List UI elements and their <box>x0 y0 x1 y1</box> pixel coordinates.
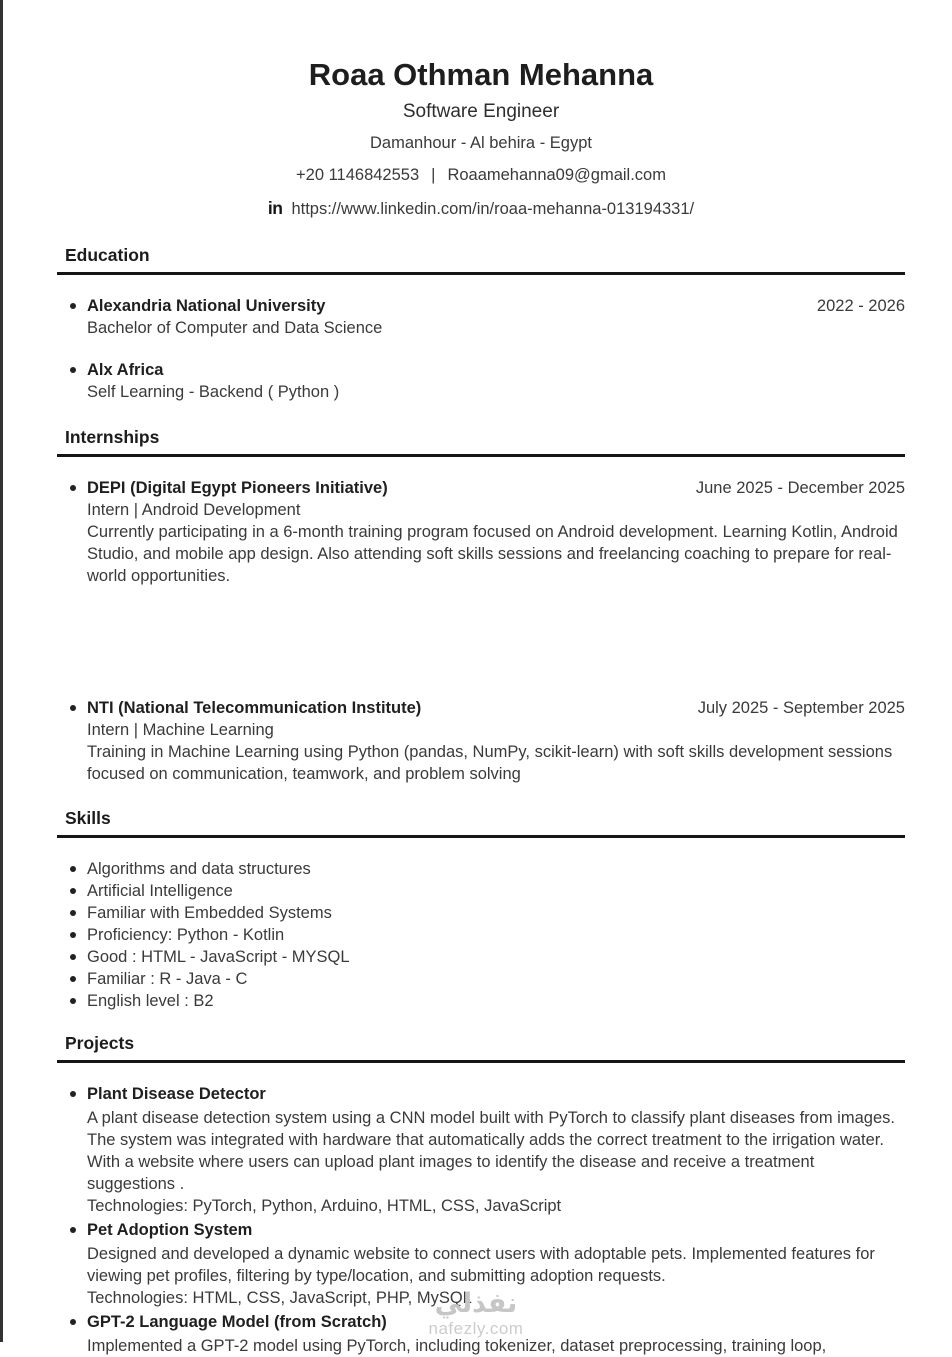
linkedin-url: https://www.linkedin.com/in/roaa-mehanna-013194331/ <box>291 200 695 218</box>
education-title: Alx Africa <box>87 361 164 379</box>
job-title: Software Engineer <box>402 101 560 122</box>
project-technologies: Technologies: PyTorch, Python, Arduino, HTML, CSS, JavaScript <box>87 1197 562 1215</box>
project-description: Implemented a GPT-2 model using PyTorch, including tokenizer, dataset preprocessing, training loop, <box>87 1337 827 1355</box>
project-technologies: Technologies: HTML, CSS, JavaScript, PHP, MySQL <box>87 1289 472 1307</box>
internship-date: June 2025 - December 2025 <box>695 479 905 497</box>
internship-date: July 2025 - September 2025 <box>697 699 905 717</box>
watermark-site-url: nafezly.com <box>428 1319 524 1338</box>
internship-role: Intern | Machine Learning <box>87 721 274 739</box>
page-left-border <box>0 0 3 1342</box>
section-heading-education: Education <box>57 245 905 275</box>
skill-item: Familiar with Embedded Systems <box>57 902 905 924</box>
internship-item <box>57 697 905 785</box>
section-internships <box>57 427 905 785</box>
skill-item: Algorithms and data structures <box>57 858 905 880</box>
project-list <box>57 1083 905 1357</box>
internship-description: Training in Machine Learning using Python (pandas, NumPy, scikit-learn) with soft skills development sessions focused on communication, teamwork, and problem solving <box>87 743 893 783</box>
section-heading-projects: Projects <box>57 1033 905 1063</box>
skill-item: Artificial Intelligence <box>57 880 905 902</box>
education-date: 2022 - 2026 <box>816 297 905 315</box>
location-line: Damanhour - Al behira - Egypt <box>370 134 592 152</box>
skill-item: Good : HTML - JavaScript - MYSQL <box>57 946 905 968</box>
internship-title: DEPI (Digital Egypt Pioneers Initiative) <box>87 479 388 497</box>
contact-separator: | <box>431 166 436 184</box>
watermark-logo: نفذلي <box>434 1288 518 1319</box>
project-description: Designed and developed a dynamic website to connect users with adoptable pets. Implemented features for viewing pet profiles, filtering by type/location, and submitting adoption requests. <box>87 1245 875 1285</box>
skill-item: Familiar : R - Java - C <box>57 968 905 990</box>
section-education <box>57 245 905 403</box>
education-item <box>57 295 905 339</box>
section-skills <box>57 808 905 1012</box>
internship-list <box>57 477 905 785</box>
project-item <box>57 1311 905 1357</box>
education-subtitle: Bachelor of Computer and Data Science <box>87 319 383 337</box>
project-title: Plant Disease Detector <box>87 1085 266 1103</box>
linkedin-icon: in <box>267 198 283 218</box>
education-list <box>57 295 905 403</box>
email-address: Roaamehanna09@gmail.com <box>447 166 666 184</box>
project-item <box>57 1083 905 1217</box>
section-projects <box>57 1033 905 1357</box>
resume-header <box>57 56 905 220</box>
internship-role: Intern | Android Development <box>87 501 301 519</box>
project-description: A plant disease detection system using a CNN model built with PyTorch to classify plant diseases from images. The system was integrated with hardware that automatically adds the correct treatment to the irrigation water. With a website where users can upload plant images to identify the disease and receive a treatment suggestions . <box>87 1109 895 1193</box>
contact-line <box>57 165 905 186</box>
internship-title: NTI (National Telecommunication Institute) <box>87 699 422 717</box>
internship-item <box>57 477 905 587</box>
phone-number: +20 1146842553 <box>296 166 420 184</box>
education-subtitle: Self Learning - Backend ( Python ) <box>87 383 340 401</box>
skill-item: English level : B2 <box>57 990 905 1012</box>
internship-description: Currently participating in a 6-month training program focused on Android development. Learning Kotlin, Android Studio, and mobile app design. Also attending soft skills sessions and freelancing coaching to prepare for real-world opportunities. <box>87 523 898 585</box>
skill-list <box>57 858 905 1012</box>
linkedin-line <box>57 197 905 220</box>
person-name: Roaa Othman Mehanna <box>308 57 654 92</box>
section-heading-skills: Skills <box>57 808 905 838</box>
education-title: Alexandria National University <box>87 297 326 315</box>
project-title: GPT-2 Language Model (from Scratch) <box>87 1313 387 1331</box>
section-heading-internships: Internships <box>57 427 905 457</box>
education-item <box>57 359 905 403</box>
project-title: Pet Adoption System <box>87 1221 253 1239</box>
skill-item: Proficiency: Python - Kotlin <box>57 924 905 946</box>
project-item <box>57 1219 905 1309</box>
